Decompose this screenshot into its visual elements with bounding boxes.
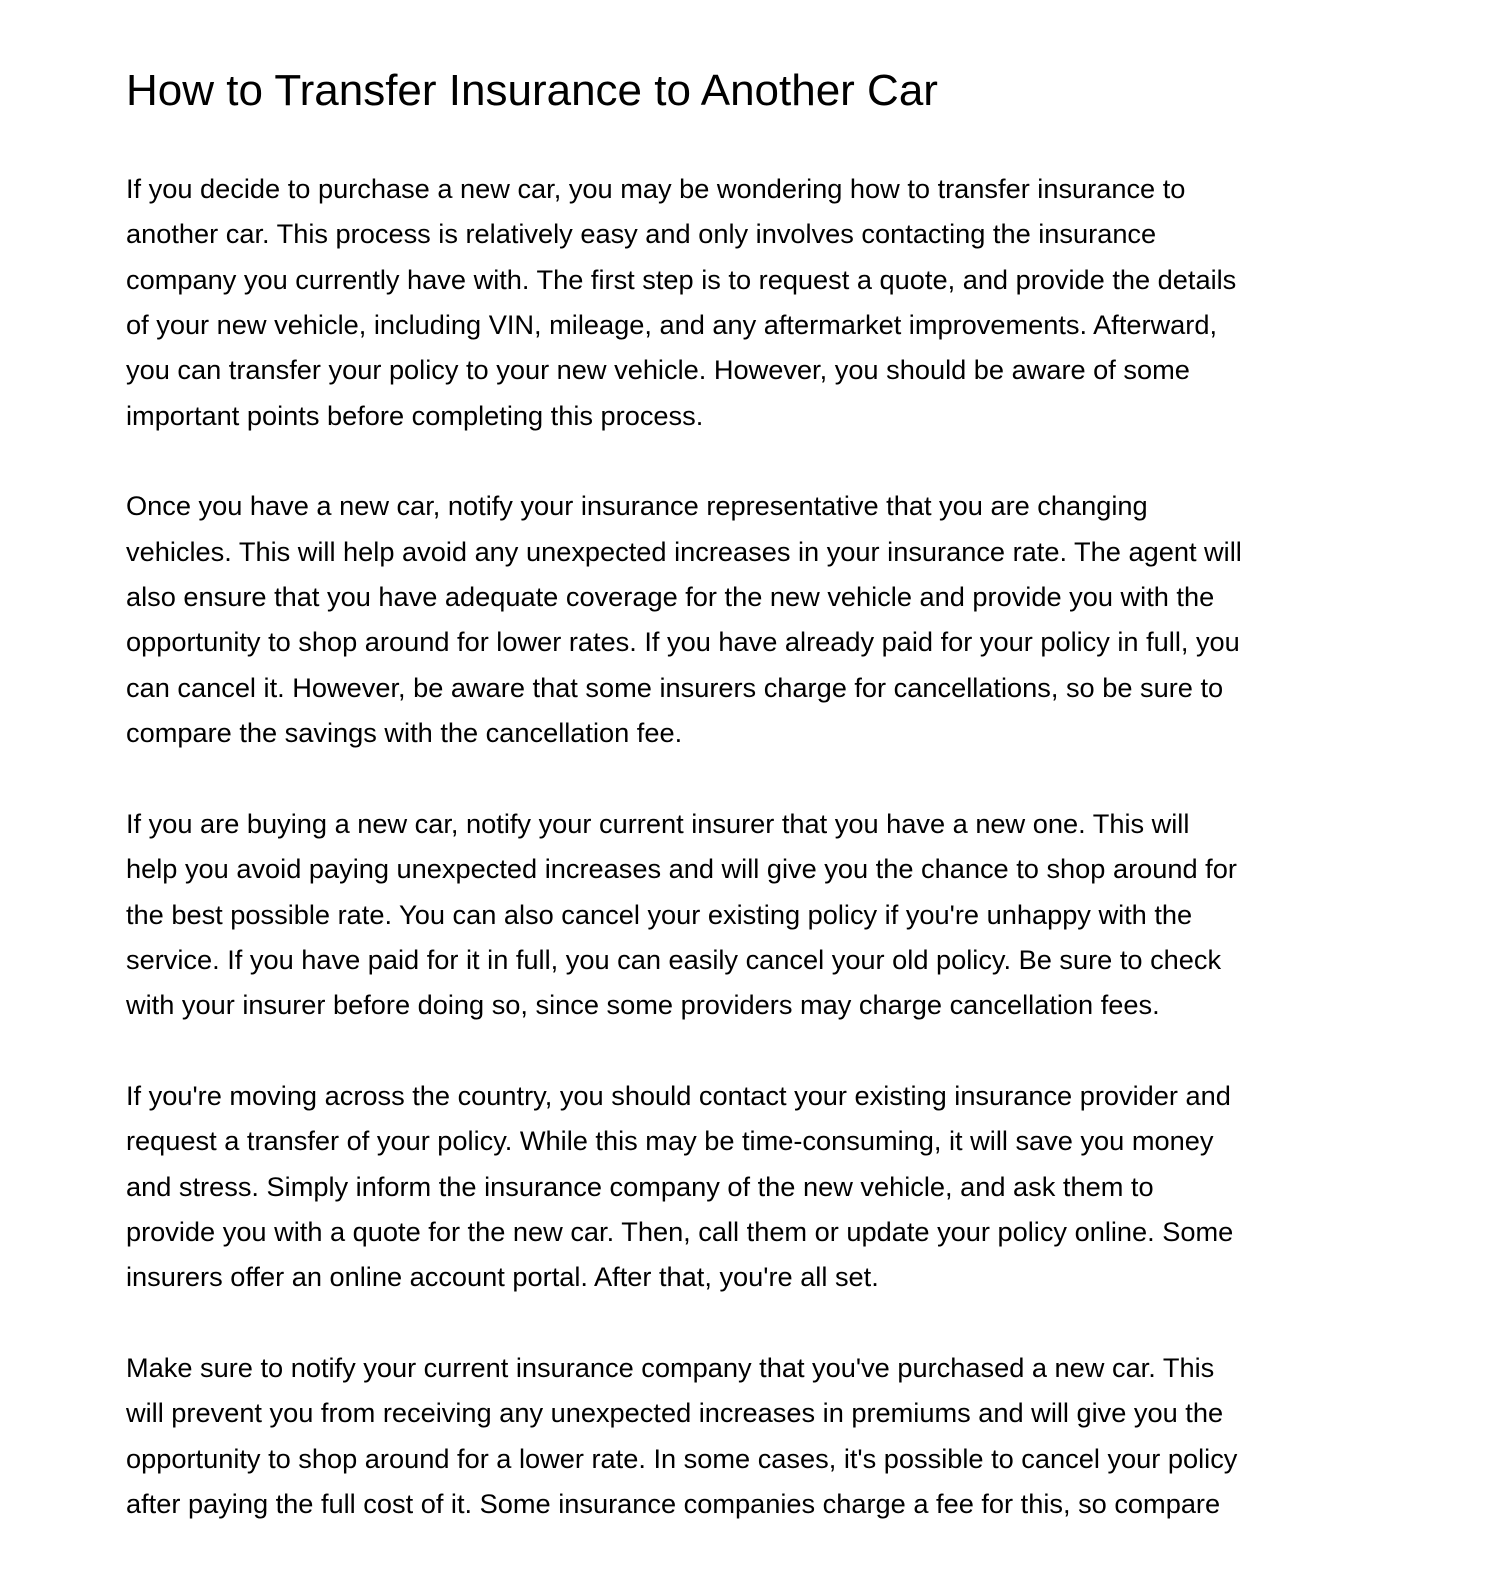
paragraph (126, 801, 1242, 1028)
paragraph-line: and stress. Simply inform the insurance company of the new vehicle, and ask them to (126, 1170, 1154, 1202)
paragraph-line: opportunity to shop around for lower rates. If you have already paid for your policy in full, you (126, 626, 1240, 658)
paragraph-line: can cancel it. However, be aware that some insurers charge for cancellations, so be sure to (126, 671, 1224, 703)
paragraph-line: the best possible rate. You can also cancel your existing policy if you're unhappy with the (126, 898, 1193, 930)
paragraph-line: vehicles. This will help avoid any unexpected increases in your insurance rate. The agent will (126, 535, 1242, 567)
paragraph-line: If you are buying a new car, notify your current insurer that you have a new one. This will (126, 807, 1190, 839)
paragraph-line: insurers offer an online account portal. After that, you're all set. (126, 1261, 879, 1293)
document-title: How to Transfer Insurance to Another Car (126, 66, 938, 115)
paragraph-line: Make sure to notify your current insurance company that you've purchased a new car. This (126, 1351, 1215, 1383)
paragraph-line: provide you with a quote for the new car. Then, call them or update your policy online. Some (126, 1215, 1234, 1247)
paragraph-line: another car. This process is relatively easy and only involves contacting the insurance (126, 218, 1157, 250)
paragraph-line: compare the savings with the cancellation fee. (126, 717, 683, 749)
document-body (126, 166, 1242, 1572)
paragraph-line: with your insurer before doing so, since some providers may charge cancellation fees. (126, 989, 1160, 1021)
paragraph-line: will prevent you from receiving any unexpected increases in premiums and will give you the (126, 1397, 1224, 1429)
paragraph-line: help you avoid paying unexpected increases and will give you the chance to shop around for (126, 853, 1237, 885)
paragraph-line: If you decide to purchase a new car, you may be wondering how to transfer insurance to (126, 173, 1186, 204)
paragraph-line: request a transfer of your policy. While this may be time-consuming, it will save you money (126, 1125, 1214, 1157)
paragraph-line: company you currently have with. The first step is to request a quote, and provide the details (126, 263, 1237, 295)
paragraph-line: Once you have a new car, notify your insurance representative that you are changing (126, 490, 1148, 522)
paragraph (126, 483, 1242, 755)
paragraph-line: you can transfer your policy to your new vehicle. However, you should be aware of some (126, 354, 1190, 386)
paragraph-line: service. If you have paid for it in full, you can easily cancel your old policy. Be sure to check (126, 943, 1222, 975)
paragraph (126, 166, 1242, 438)
paragraph (126, 1345, 1242, 1526)
paragraph-line: important points before completing this process. (126, 399, 704, 431)
paragraph (126, 1073, 1242, 1300)
paragraph-line: If you're moving across the country, you should contact your existing insurance provider and (126, 1079, 1231, 1111)
paragraph-line: opportunity to shop around for a lower rate. In some cases, it's possible to cancel your policy (126, 1442, 1238, 1474)
paragraph-line: after paying the full cost of it. Some insurance companies charge a fee for this, so compare (126, 1487, 1221, 1519)
paragraph-line: of your new vehicle, including VIN, mileage, and any aftermarket improvements. Afterward, (126, 309, 1218, 341)
paragraph-line: also ensure that you have adequate coverage for the new vehicle and provide you with the (126, 581, 1215, 613)
